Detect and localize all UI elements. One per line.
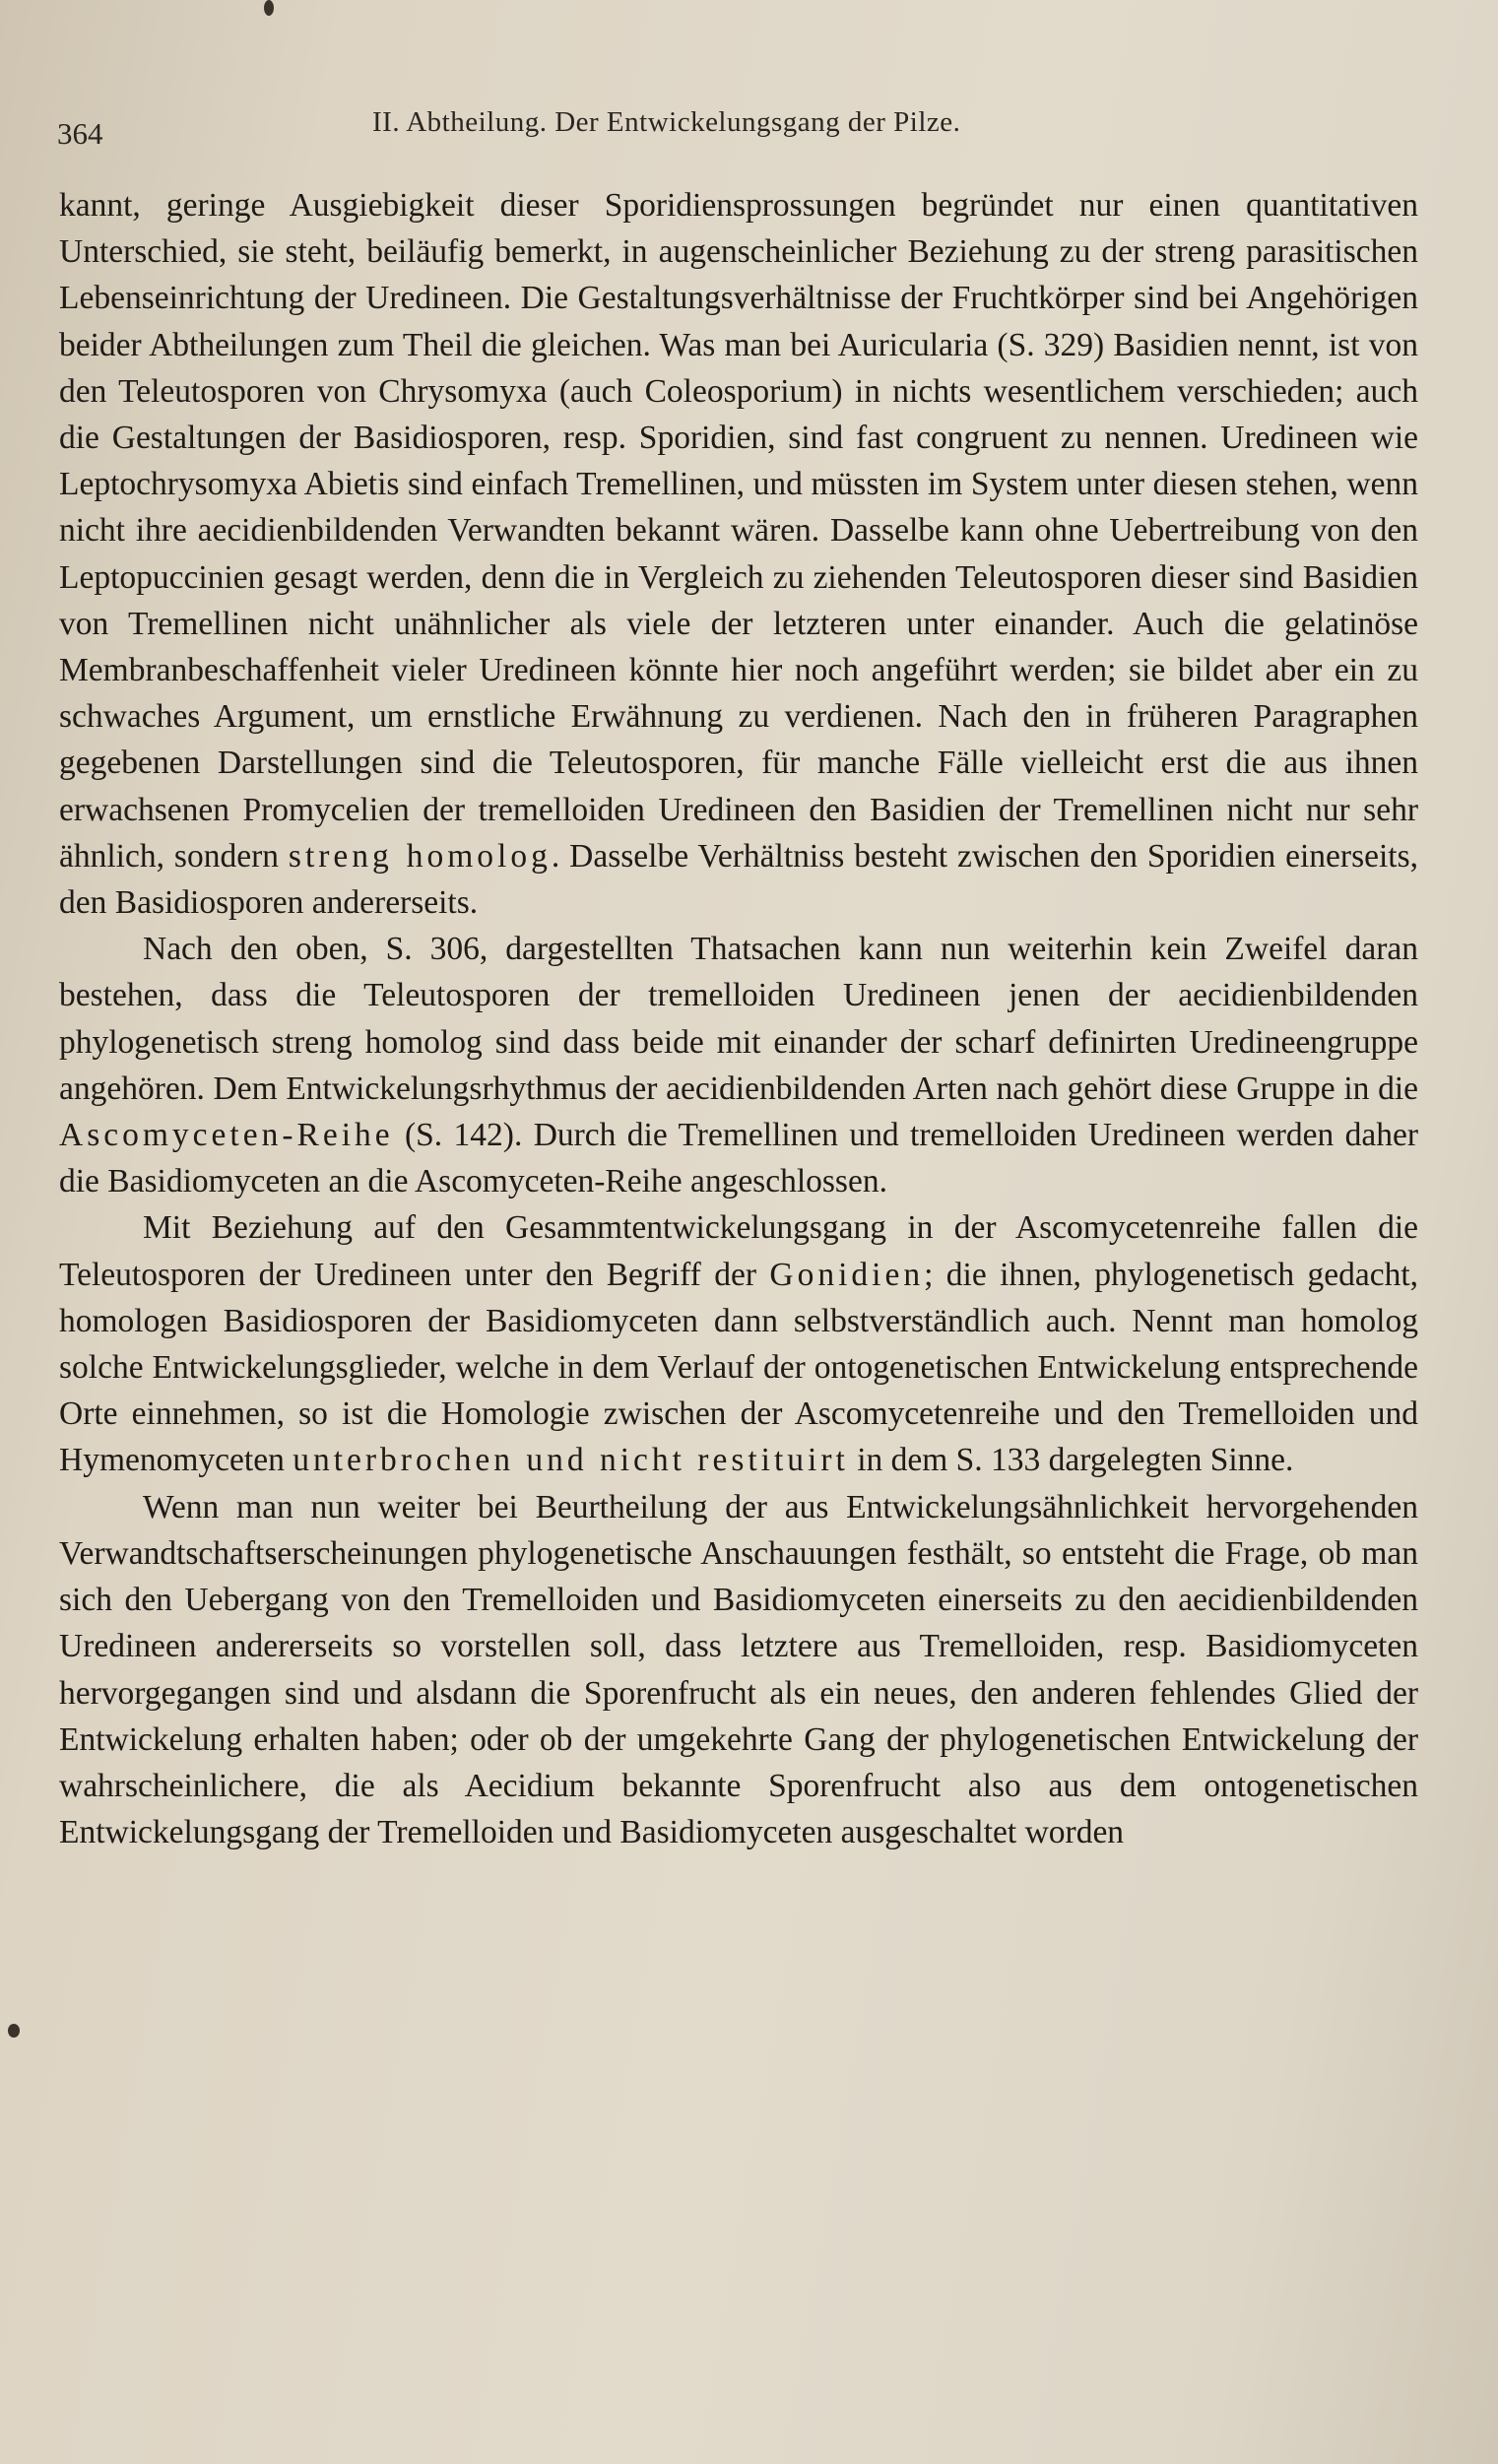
text-run: Mit Beziehung auf den Gesammtentwickelungsgang in der Ascomycetenreihe fallen die Teleutosporen der Uredineen unter den Begriff der [59,1209,1418,1293]
text-run: . Dasselbe Verhältniss besteht zwischen den Sporidien einerseits, den Basidiosporen andererseits. [59,837,1419,922]
emphasis-text: streng homolog [288,837,552,875]
emphasis-text: Gonidien [769,1256,925,1293]
text-run: Nach den oben, S. 306, dargestellten Thatsachen kann nun weiterhin kein Zweifel daran bestehen, dass die Teleutosporen der tremelloiden Uredineen jenen der aecidienbildenden phylogenetisch streng homolog sind dass beide mit einander der scharf definirten Uredineengruppe angehören. Dem Entwickelungsrhythmus der aecidienbildenden Arten nach gehört diese Gruppe in die [59,931,1418,1107]
paragraph-3 [59,1204,1418,1483]
paragraph-4 [59,1484,1418,1856]
paragraph-2 [59,926,1418,1204]
text-run: in dem S. 133 dargelegten Sinne. [848,1442,1294,1479]
emphasis-text: Ascomyceten-Reihe [59,1117,394,1154]
paragraph-1 [59,182,1418,926]
text-run: kannt, geringe Ausgiebigkeit dieser Sporidiensprossungen begründet nur einen quantitativen Unterschied, sie steht, beiläufig bemerkt, in augenscheinlicher Beziehung zu der streng parasitischen Lebenseinrichtung der Uredineen. Die Gestaltungsverhältnisse der Fruchtkörper sind bei Angehörigen beider Abtheilungen zum Theil die gleichen. Was man bei Auricularia (S. 329) Basidien nennt, ist von den Teleutosporen von Chrysomyxa (auch Coleosporium) in nichts wesentlichem verschieden; auch die Gestaltungen der Basidiosporen, resp. Sporidien, sind fast congruent zu nennen. Uredineen wie Leptochrysomyxa Abietis sind einfach Tremellinen, und müssten im System unter diesen stehen, wenn nicht ihre aecidienbildenden Verwandten bekannt wären. Dasselbe kann ohne Uebertreibung von den Leptopuccinien gesagt werden, denn die in Vergleich zu ziehenden Teleutosporen dieser sind Basidien von Tremellinen nicht unähnlicher als viele der letzteren unter einander. Auch die gelatinöse Membranbeschaffenheit vieler Uredineen könnte hier noch angeführt werden; sie bildet aber ein zu schwaches Argument, um ernstliche Erwähnung zu verdienen. Nach den in früheren Paragraphen gegebenen Darstellungen sind die Teleutosporen, für manche Fälle vielleicht erst die aus ihnen erwachsenen Promycelien der tremelloiden Uredineen den Basidien der Tremellinen nicht nur sehr ähnlich, sondern [59,187,1418,875]
ink-spot [264,0,274,16]
ink-spot [8,2024,20,2038]
page-number: 364 [57,116,103,151]
text-run: ; die ihnen, phylogenetisch gedacht, homologen Basidiosporen der Basidiomyceten dann selbstverständlich auch. Nennt man homolog solche Entwickelungsglieder, welche in dem Verlauf der ontogenetischen Entwickelung entsprechende Orte einnehmen, so ist die Homologie zwischen der Ascomycetenreihe und den Tremelloiden und Hymenomyceten [59,1256,1419,1479]
text-run: Wenn man nun weiter bei Beurtheilung der aus Entwickelungsähnlichkeit hervorgehenden Verwandtschaftserscheinungen phylogenetische Anschauungen festhält, so entsteht die Frage, ob man sich den Uebergang von den Tremelloiden und Basidiomyceten einerseits zu den aecidienbildenden Uredineen andererseits so vorstellen soll, dass letztere aus Tremelloiden, resp. Basidiomyceten hervorgegangen sind und alsdann die Sporenfrucht als ein neues, den anderen fehlendes Glied der Entwickelung erhalten haben; oder ob der umgekehrte Gang der phylogenetischen Entwickelung der wahrscheinlichere, die als Aecidium bekannte Sporenfrucht also aus dem ontogenetischen Entwickelungsgang der Tremelloiden und Basidiomyceten ausgeschaltet worden [59,1488,1418,1851]
emphasis-text: unterbrochen und nicht restituirt [293,1442,849,1479]
body-text [59,182,1418,1855]
running-head: II. Abtheilung. Der Entwickelungsgang der Pilze. [372,106,961,138]
text-run: (S. 142). Durch die Tremellinen und tremelloiden Uredineen werden daher die Basidiomyceten an die Ascomyceten-Reihe angeschlossen. [59,1117,1418,1200]
page-header [57,98,1426,158]
